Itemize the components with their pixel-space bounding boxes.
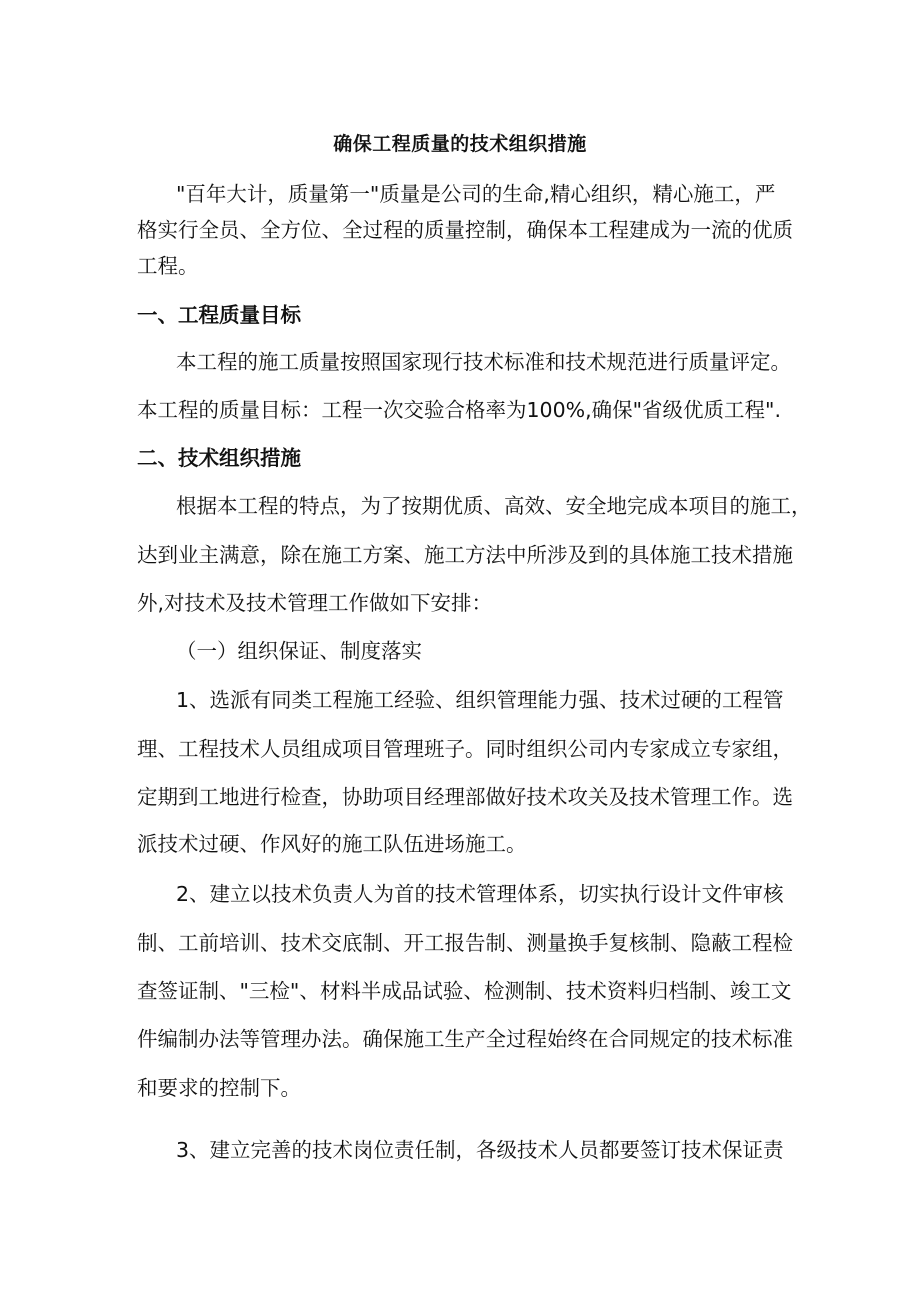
section-2-heading: 二、技术组织措施: [137, 446, 301, 470]
item-2-line-2: 制、工前培训、技术交底制、开工报告制、测量换手复核制、隐蔽工程检: [137, 931, 793, 955]
section-1-line-2: 本工程的质量目标：工程一次交验合格率为100%,确保"省级优质工程".: [137, 398, 781, 422]
section-2-intro-line-1: 根据本工程的特点，为了按期优质、高效、安全地完成本项目的施工，: [176, 494, 812, 518]
item-3-line-1: 3、建立完善的技术岗位责任制，各级技术人员都要签订技术保证责: [176, 1138, 784, 1162]
item-1-line-3: 定期到工地进行检查，协助项目经理部做好技术攻关及技术管理工作。选: [137, 785, 793, 809]
section-2-intro-line-3: 外,对技术及技术管理工作做如下安排：: [137, 591, 493, 615]
item-1-line-1: 1、选派有同类工程施工经验、组织管理能力强、技术过硬的工程管: [176, 688, 784, 712]
section-1-heading: 一、工程质量目标: [137, 303, 301, 327]
item-1-line-2: 理、工程技术人员组成项目管理班子。同时组织公司内专家成立专家组，: [137, 737, 793, 761]
intro-line-1: "百年大计，质量第一"质量是公司的生命,精心组织，精心施工，严: [176, 182, 776, 206]
sub-heading-organization: （一）组织保证、制度落实: [176, 639, 422, 663]
item-2-line-4: 件编制办法等管理办法。确保施工生产全过程始终在合同规定的技术标准: [137, 1027, 793, 1051]
item-2-line-5: 和要求的控制下。: [137, 1076, 301, 1100]
item-2-line-1: 2、建立以技术负责人为首的技术管理体系，切实执行设计文件审核: [176, 882, 784, 906]
item-2-line-3: 查签证制、"三检"、材料半成品试验、检测制、技术资料归档制、竣工文: [137, 979, 792, 1003]
intro-line-2: 格实行全员、全方位、全过程的质量控制，确保本工程建成为一流的优质: [137, 218, 793, 242]
intro-line-3: 工程。: [137, 254, 199, 278]
section-2-intro-line-2: 达到业主满意，除在施工方案、施工方法中所涉及到的具体施工技术措施: [137, 543, 793, 567]
document-title: 确保工程质量的技术组织措施: [333, 133, 587, 155]
item-1-line-4: 派技术过硬、作风好的施工队伍进场施工。: [137, 832, 527, 856]
section-1-line-1: 本工程的施工质量按照国家现行技术标准和技术规范进行质量评定。: [176, 350, 791, 374]
